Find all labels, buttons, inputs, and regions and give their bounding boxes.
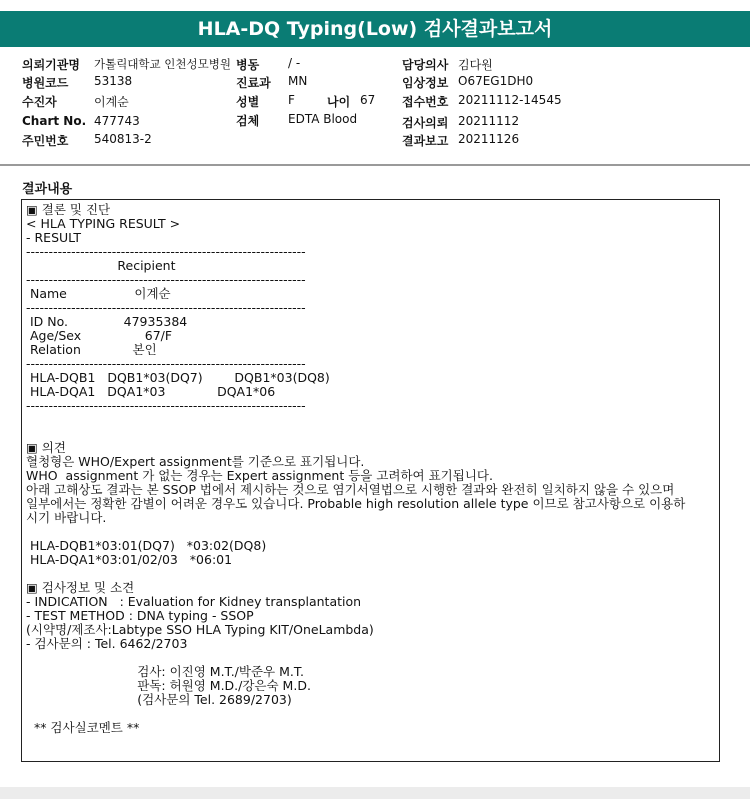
report-title: HLA-DQ Typing(Low) 검사결과보고서 [0,11,750,47]
result-line [26,707,719,721]
id-value: 540813-2 [94,132,152,146]
result-line: (검사문의 Tel. 2689/2703) [26,692,292,707]
result-line: -------------------------------------------------------------- [26,244,306,259]
section-title: 결과내용 [22,182,73,197]
result-line: HLA-DQB1*03:01(DQ7) *03:02(DQ8) [26,538,267,553]
result-line [26,413,719,427]
result-line: -------------------------------------------------------------- [26,300,306,315]
result-line: 아래 고해상도 결과는 본 SSOP 법에서 제시하는 것으로 염기서열법으로 시행한 결과와 완전히 일치하지 않을 수 있으며 [26,482,675,497]
result-line: - INDICATION : Evaluation for Kidney transplantation [26,594,362,609]
result-line: Name 이계순 [26,286,171,301]
result-line: - 검사문의 : Tel. 6462/2703 [26,636,188,651]
report-date-label: 결과보고 [402,134,449,148]
result-line: -------------------------------------------------------------- [26,356,306,371]
sex-label: 성별 [236,95,260,109]
specimen-value: EDTA Blood [288,112,358,126]
hospital-code-value: 53138 [94,74,133,88]
result-line: -------------------------------------------------------------- [26,272,306,287]
chart-value: 477743 [94,114,140,128]
result-line: (시약명/제조사:Labtype SSO HLA Typing KIT/OneLambda) [26,622,374,637]
result-line: ▣ 검사정보 및 소견 [26,580,135,595]
result-line [26,567,719,581]
ward-label: 병동 [236,58,260,72]
result-line: - RESULT [26,230,82,245]
patient-label: 수진자 [22,95,57,109]
result-line: 혈청형은 WHO/Expert assignment를 기준으로 표기됩니다. [26,454,365,469]
result-line: ▣ 결론 및 진단 [26,202,111,217]
result-line: ** 검사실코멘트 ** [26,720,140,735]
result-line: ▣ 의견 [26,440,66,455]
result-line: Relation 본인 [26,342,157,357]
result-line: Age/Sex 67/F [26,328,173,343]
chart-label: Chart No. [22,114,87,128]
receipt-value: 20211112-14545 [458,93,562,107]
result-content-box [21,199,720,762]
clinical-value: O67EG1DH0 [458,74,534,88]
header-separator [0,164,750,166]
result-line: ID No. 47935384 [26,314,188,329]
report-date-value: 20211126 [458,132,520,146]
ward-value: / - [288,56,301,70]
result-line: 일부에서는 정확한 감별이 어려운 경우도 있습니다. Probable high resolution allele type 이므로 참고사항으로 이용하 [26,496,686,511]
result-line: Recipient [26,258,176,273]
request-label: 검사의뢰 [402,116,449,130]
department-value: MN [288,74,308,88]
patient-value: 이계순 [94,95,129,109]
result-line: WHO assignment 가 없는 경우는 Expert assignment 등을 고려하여 표기됩니다. [26,468,493,483]
request-value: 20211112 [458,114,520,128]
result-line: < HLA TYPING RESULT > [26,216,181,231]
result-line [26,427,719,441]
result-line: HLA-DQB1 DQB1*03(DQ7) DQB1*03(DQ8) [26,370,330,385]
doctor-value: 김다원 [458,58,493,72]
id-label: 주민번호 [22,134,69,148]
result-line: 판독: 허원영 M.D./강은숙 M.D. [26,678,311,693]
doctor-label: 담당의사 [402,58,449,72]
patient-info-panel [0,52,750,164]
result-line: 시기 바랍니다. [26,510,107,525]
hospital-code-label: 병원코드 [22,76,69,90]
institution-label: 의뢰기관명 [22,58,80,72]
institution-value: 가톨릭대학교 인천성모병원 [94,57,231,71]
result-line [26,525,719,539]
result-line [26,651,719,665]
specimen-label: 검체 [236,114,260,128]
result-line: 검사: 이진영 M.T./박준우 M.T. [26,664,304,679]
receipt-label: 접수번호 [402,95,449,109]
clinical-label: 임상정보 [402,76,449,90]
result-line: HLA-DQA1*03:01/02/03 *06:01 [26,552,233,567]
age-value: 67 [360,93,376,107]
result-line: -------------------------------------------------------------- [26,398,306,413]
age-label: 나이 [327,95,351,109]
bottom-bar [0,787,750,799]
sex-value: F [288,93,295,107]
result-line: HLA-DQA1 DQA1*03 DQA1*06 [26,384,276,399]
result-line: - TEST METHOD : DNA typing - SSOP [26,608,254,623]
department-label: 진료과 [236,76,271,90]
